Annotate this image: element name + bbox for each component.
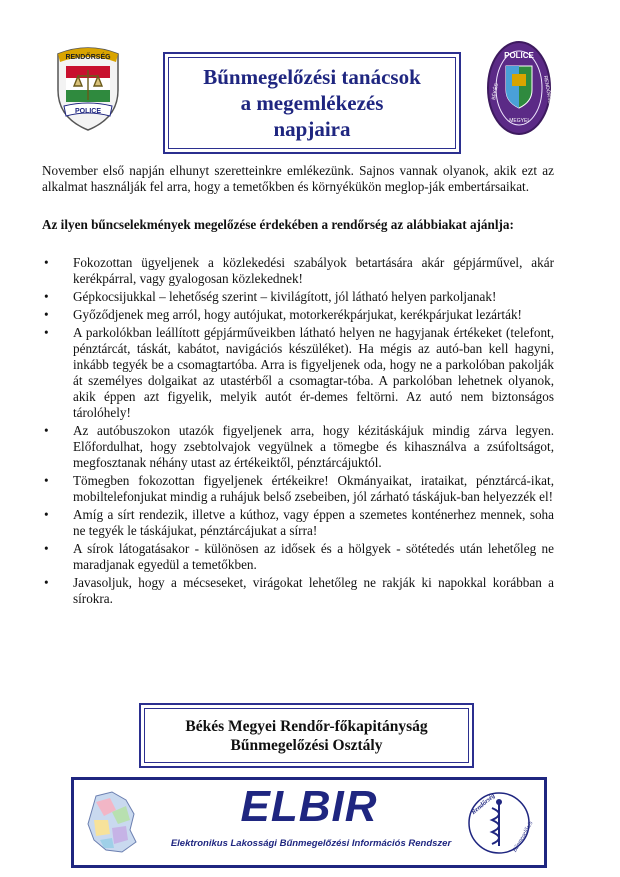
lead-paragraph: Az ilyen bűncselekmények megelőzése érdekében a rendőrség az alábbiakat ajánlja: bbox=[42, 217, 514, 232]
list-item bbox=[42, 289, 554, 305]
intro-paragraph: November első napján elhunyt szeretteinkre emlékezünk. Sajnos vannak olyanok, akik ezt az alkalmat használják fel arra, hogy a temetőkben és környékükön meglop-ják embertársaikat. bbox=[42, 163, 554, 194]
list-item-text: A parkolókban leállított gépjárműveikben látható helyen ne hagyjanak értékeket (telefont, pénztárcát, táskát, kabátot, navigációs készüléket). Ha mégis az autó-ban kell hagyni, inkább tegyék be a csomagtartóba. Arra is figyeljenek oda, hogy ne a parkolóban pakolják át személyes dolgaikat az utastérből a csomagtar-tóba. A parkolóban lehetnek olyanok, akik éppen azt figyelik, melyik autót ér-demes feltörni. Az autó nem biztonságos tárolóhely! bbox=[73, 325, 554, 420]
seal-text-left: Rendőrség bbox=[470, 792, 497, 817]
list-item-text: Fokozottan ügyeljenek a közlekedési szabályok betartására akár gépjárművel, akár kerékpárral, vagy gyalogosan közlekednek! bbox=[73, 255, 554, 286]
bullet-icon: • bbox=[44, 507, 49, 522]
list-item-text: A sírok látogatásakor - különösen az idősek és a hölgyek - sötétedés után lehetőleg ne maradjanak egyedül a temetőkben. bbox=[73, 541, 554, 572]
list-item bbox=[42, 541, 554, 573]
list-item bbox=[42, 255, 554, 287]
bekes-county-police-badge-icon bbox=[486, 40, 552, 136]
bullet-icon: • bbox=[44, 541, 49, 556]
elbir-logo-title: ELBIR bbox=[240, 782, 378, 831]
list-item-text: Az autóbuszokon utazók figyeljenek arra, hogy kézitáskájuk mindig zárva legyen. Előfordulhat, hogy zsebtolvajok vegyülnek a tömegbe és kihasználva a zsúfoltságot, megfosztanak néhány utast az értékeiktől, pénztárcájuktól. bbox=[73, 423, 554, 470]
list-item-text: Javasoljuk, hogy a mécseseket, virágokat lehetőleg ne rakják ki napokkal korábban a sírokra. bbox=[73, 575, 554, 606]
page-title bbox=[168, 57, 456, 149]
bullet-icon: • bbox=[44, 255, 49, 270]
list-item bbox=[42, 325, 554, 421]
organization-line-1: Békés Megyei Rendőr-főkapitányság bbox=[185, 717, 428, 735]
logo-left-bottom-text: POLICE bbox=[74, 108, 102, 115]
advice-list bbox=[42, 255, 554, 607]
elbir-subtitle: Elektronikus Lakossági Bűnmegelőzési Információs Rendszer bbox=[170, 838, 452, 849]
elbir-banner bbox=[71, 777, 547, 868]
list-item-text: Gépkocsijukkal – lehetőség szerint – kivilágított, jól látható helyen parkoljanak! bbox=[73, 289, 497, 304]
organization-signature bbox=[144, 708, 469, 763]
bullet-icon: • bbox=[44, 325, 49, 340]
logo-right-side-mid: MEGYEI bbox=[509, 118, 529, 124]
list-item-text: Tömegben fokozottan figyeljenek értékeikre! Okmányaikat, irataikat, pénztárcá-ikat, mobiltelefonjukat mindig a ruhájuk belső zsebeiben, jól zárható táskájuk-ban helyezzék el! bbox=[73, 473, 554, 504]
document-body bbox=[42, 163, 554, 609]
list-item bbox=[42, 473, 554, 505]
bullet-icon: • bbox=[44, 307, 49, 322]
list-item bbox=[42, 507, 554, 539]
hungarian-police-badge-icon bbox=[52, 40, 124, 132]
bullet-icon: • bbox=[44, 575, 49, 590]
list-item bbox=[42, 575, 554, 607]
police-seal-icon bbox=[466, 788, 535, 858]
title-line-3: napjaira bbox=[273, 117, 351, 141]
list-item-text: Győződjenek meg arról, hogy autójukat, motorkerékpárjukat, kerékpárjukat lezárták! bbox=[73, 307, 522, 322]
bullet-icon: • bbox=[44, 473, 49, 488]
list-item-text: Amíg a sírt rendezik, illetve a kúthoz, vagy éppen a szemetes konténerhez mennek, soha ne tegyék le táskájukat, pénztárcájukat a sírra! bbox=[73, 507, 554, 538]
list-item bbox=[42, 307, 554, 323]
bullet-icon: • bbox=[44, 423, 49, 438]
title-frame bbox=[163, 52, 461, 154]
logo-right-top-text: POLICE bbox=[504, 51, 534, 60]
logo-right-side-left: BÉKÉS bbox=[491, 82, 500, 101]
organization-frame bbox=[139, 703, 474, 768]
list-item bbox=[42, 423, 554, 471]
title-line-2: a megemlékezés bbox=[240, 91, 384, 115]
title-line-1: Bűnmegelőzési tanácsok bbox=[203, 65, 421, 89]
bullet-icon: • bbox=[44, 289, 49, 304]
seal-text-right: Bűnmegelőzés bbox=[512, 820, 535, 854]
organization-line-2: Bűnmegelőzési Osztály bbox=[230, 736, 383, 754]
logo-left-top-text: RENDŐRSÉG bbox=[65, 54, 111, 61]
logo-right-side-right: RENDŐRSÉG bbox=[542, 75, 554, 109]
